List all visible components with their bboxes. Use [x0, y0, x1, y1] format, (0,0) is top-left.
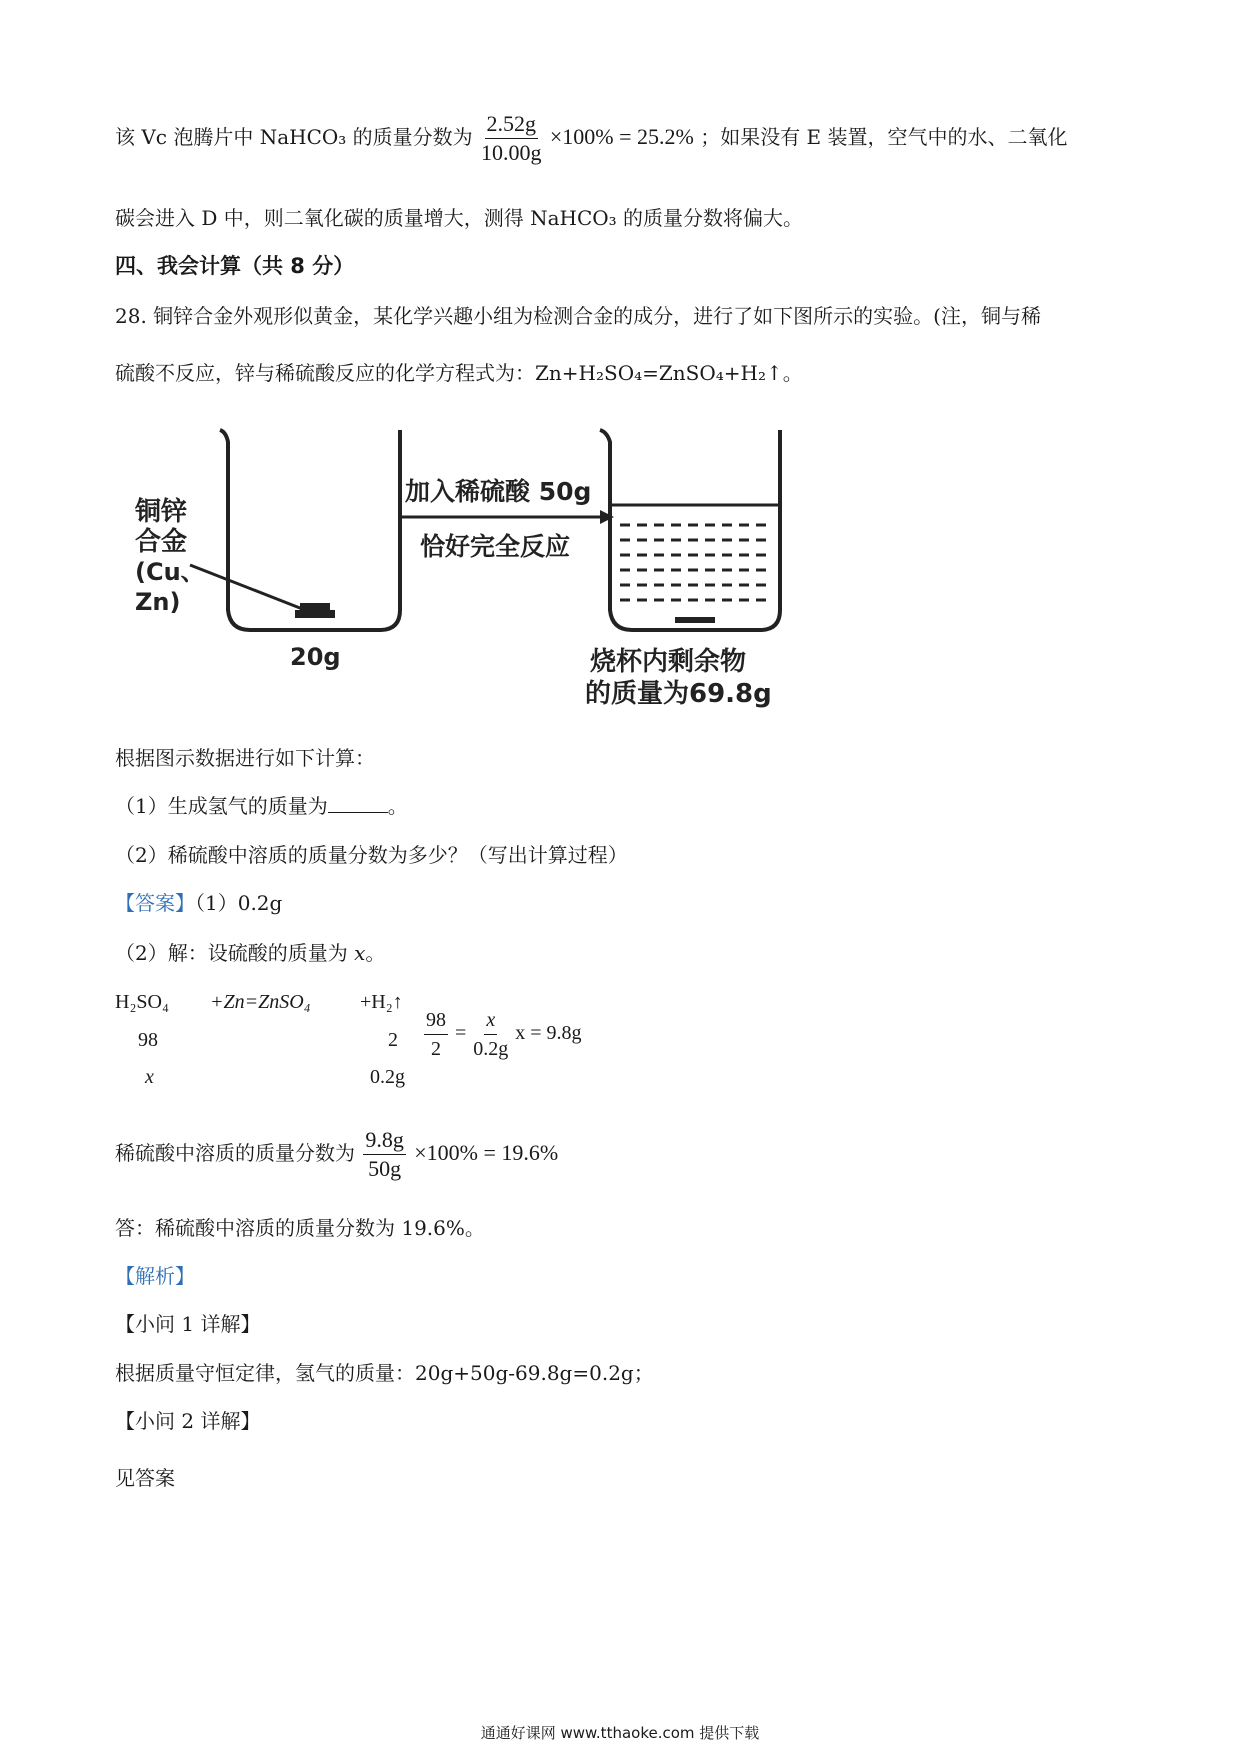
ratio-left — [424, 1008, 448, 1061]
text-segment: 稀硫酸中溶质的质量分数为 — [115, 1141, 355, 1165]
text-segment: 。 — [387, 794, 408, 818]
fraction-result: ×100% = 19.6% — [414, 1140, 559, 1165]
section-heading: 四、我会计算（共 8 分） — [115, 254, 355, 278]
alloy-label-2: 合金 — [135, 527, 188, 557]
text-segment: ；如果没有 E 装置，空气中的水、二氧化 — [700, 125, 1068, 149]
eq-zn: +Zn=ZnSO₄ — [210, 991, 311, 1013]
text-segment: 该 Vc 泡腾片中 NaHCO₃ 的质量分数为 — [115, 125, 473, 149]
eq-x: x — [145, 1066, 154, 1088]
eq-2: 2 — [388, 1029, 398, 1051]
alloy-label-3: (Cu、 — [135, 558, 205, 586]
question-line-1: 28. 铜锌合金外观形似黄金，某化学兴趣小组为检测合金的成分，进行了如下图所示的实验。(注，铜与稀 — [115, 304, 1041, 328]
eq-h2so4: H₂SO₄ — [115, 991, 169, 1013]
alloy-label-1: 铜锌 — [135, 497, 188, 527]
ratio-right-denominator: 0.2g — [473, 1038, 509, 1060]
eq-h2: +H₂↑ — [360, 991, 403, 1013]
equals-sign: = — [455, 1022, 467, 1045]
fraction-numerator: 9.8g — [363, 1128, 406, 1155]
page-footer: 通通好课网 www.tthaoke.com 提供下载 — [480, 1724, 760, 1742]
ratio-left-denominator: 2 — [431, 1038, 441, 1060]
result-label-2: 的质量为69.8g — [585, 679, 772, 709]
fraction-denominator: 10.00g — [481, 140, 542, 165]
solution-line-2: 碳会进入 D 中，则二氧化碳的质量增大，测得 NaHCO₃ 的质量分数将偏大。 — [115, 206, 804, 230]
experiment-figure — [130, 420, 810, 710]
analysis-tag: 【解析】 — [115, 1264, 195, 1288]
reaction-arrow — [402, 510, 614, 524]
final-answer: 答：稀硫酸中溶质的质量分数为 19.6%。 — [115, 1216, 485, 1240]
mass-label: 20g — [290, 643, 341, 671]
answer-line-1 — [115, 890, 282, 916]
question-2: （2）稀硫酸中溶质的质量分数为多少？（写出计算过程） — [115, 843, 628, 867]
arrow-label-bottom: 恰好完全反应 — [420, 532, 571, 561]
question-1 — [115, 793, 408, 819]
fraction — [481, 112, 542, 165]
sub-question-2-text: 见答案 — [115, 1466, 175, 1490]
alloy-sample — [295, 610, 335, 618]
answer-line-2 — [115, 940, 385, 966]
question-line-2: 硫酸不反应，锌与稀硫酸反应的化学方程式为：Zn+H₂SO₄=ZnSO₄+H₂↑。 — [115, 361, 803, 385]
eq-98: 98 — [138, 1029, 158, 1051]
fraction — [363, 1128, 406, 1181]
text-segment: （2）解：设硫酸的质量为 — [115, 941, 355, 965]
eq-02g: 0.2g — [370, 1066, 405, 1088]
variable: x — [354, 941, 366, 965]
sub-question-2-heading: 【小问 2 详解】 — [115, 1409, 261, 1433]
ratio-left-numerator: 98 — [424, 1008, 448, 1035]
ratio-equation — [422, 1008, 582, 1061]
ratio-result: x = 9.8g — [515, 1022, 582, 1045]
left-beaker — [190, 430, 400, 630]
fraction-denominator: 50g — [368, 1156, 402, 1181]
residue — [675, 617, 715, 623]
alloy-label-4: Zn) — [135, 588, 181, 616]
arrow-label-top: 加入稀硫酸 50g — [405, 477, 592, 506]
liquid-dashes — [620, 525, 770, 600]
fraction-result: ×100% = 25.2% — [549, 124, 694, 149]
text-segment: （1）生成氢气的质量为 — [115, 794, 328, 818]
solution-line-1 — [115, 112, 1068, 165]
sub-question-1-text: 根据质量守恒定律，氢气的质量：20g+50g-69.8g=0.2g； — [115, 1361, 654, 1385]
mass-fraction-line — [115, 1128, 558, 1181]
answer-tag: 【答案】 — [115, 891, 195, 915]
text-segment: 。 — [365, 941, 386, 965]
pointer-line — [190, 565, 305, 610]
result-label-1: 烧杯内剩余物 — [590, 647, 747, 677]
fraction-numerator: 2.52g — [485, 112, 539, 139]
ratio-right — [473, 1008, 508, 1061]
answer-blank — [328, 794, 388, 813]
sub-question-1-heading: 【小问 1 详解】 — [115, 1312, 261, 1336]
right-beaker — [600, 430, 780, 630]
prompt-intro: 根据图示数据进行如下计算： — [115, 746, 375, 770]
answer-1: （1）0.2g — [195, 891, 283, 915]
ratio-right-numerator: x — [484, 1008, 497, 1035]
